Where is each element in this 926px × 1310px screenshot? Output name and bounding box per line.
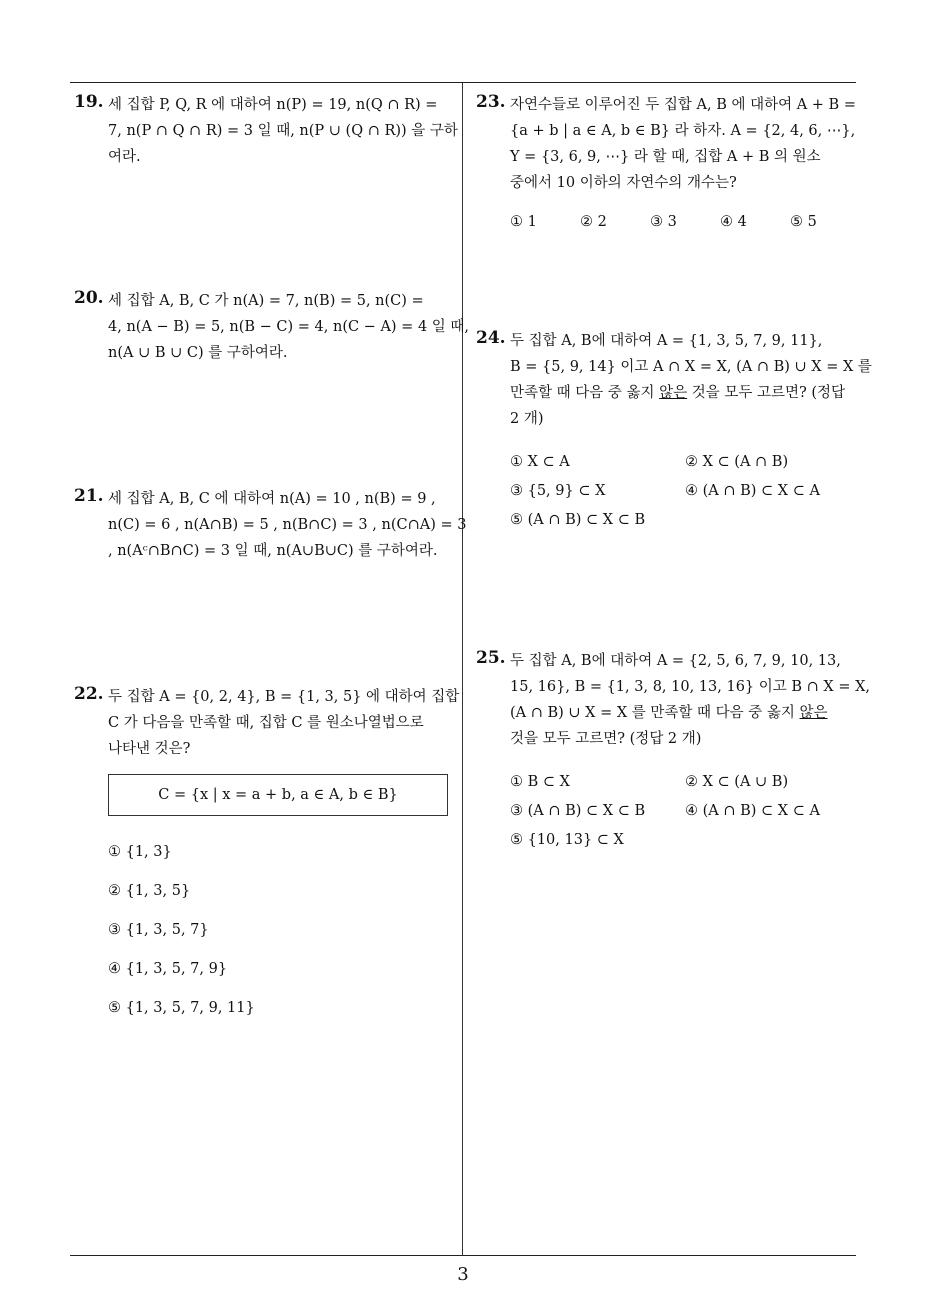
problem-number: 22. xyxy=(74,684,104,704)
text-line: 세 집합 P, Q, R 에 대하여 n(P) = 19, n(Q ∩ R) = xyxy=(108,97,438,113)
underlined-word: 않은 xyxy=(799,705,828,721)
choice-4[interactable]: ④ (A ∩ B) ⊂ X ⊂ A xyxy=(685,803,820,819)
choice-3[interactable]: ③ (A ∩ B) ⊂ X ⊂ B xyxy=(510,803,646,819)
top-rule xyxy=(70,82,856,83)
problem-text xyxy=(108,92,458,170)
condition-box: C = {x | x = a + b, a ∈ A, b ∈ B} xyxy=(108,774,448,816)
text-line: 두 집합 A, B에 대하여 A = {1, 3, 5, 7, 9, 11}, xyxy=(510,333,823,349)
text-line: 두 집합 A = {0, 2, 4}, B = {1, 3, 5} 에 대하여 집합 xyxy=(108,689,460,705)
choice-4[interactable]: ④ 4 xyxy=(720,214,747,230)
choice-1[interactable]: ① {1, 3} xyxy=(108,844,172,860)
text-line: 자연수들로 이루어진 두 집합 A, B 에 대하여 A + B = xyxy=(510,97,856,113)
text-line: 것을 모두 고르면? (정답 2 개) xyxy=(510,731,702,747)
text-line xyxy=(510,380,860,406)
choice-1[interactable]: ① 1 xyxy=(510,214,537,230)
problem-19 xyxy=(74,92,458,170)
text-line: n(A ∪ B ∪ C) 를 구하여라. xyxy=(108,345,288,361)
problem-number: 19. xyxy=(74,92,104,112)
choice-2[interactable]: ② {1, 3, 5} xyxy=(108,883,191,899)
answer-choices xyxy=(108,844,454,1039)
choice-4[interactable]: ④ (A ∩ B) ⊂ X ⊂ A xyxy=(685,483,820,499)
choice-1[interactable]: ① X ⊂ A xyxy=(510,454,570,470)
text-line: C 가 다음을 만족할 때, 집합 C 를 원소나열법으로 xyxy=(108,715,424,731)
text-line: 나타낸 것은? xyxy=(108,741,191,757)
text-line: 2 개) xyxy=(510,411,544,427)
problem-text xyxy=(510,648,871,752)
choice-5[interactable]: ⑤ 5 xyxy=(790,214,817,230)
text-line: Y = {3, 6, 9, ⋯} 라 할 때, 집합 A + B 의 원소 xyxy=(510,149,821,165)
problem-number: 25. xyxy=(476,648,506,668)
problem-text xyxy=(108,288,470,366)
choice-4[interactable]: ④ {1, 3, 5, 7, 9} xyxy=(108,961,228,977)
text-fragment: (A ∩ B) ∪ X = X 를 만족할 때 다음 중 옳지 xyxy=(510,705,800,721)
answer-choices xyxy=(510,774,860,848)
problem-text xyxy=(510,92,860,196)
choice-3[interactable]: ③ {5, 9} ⊂ X xyxy=(510,483,606,499)
problem-number: 20. xyxy=(74,288,104,308)
choice-1[interactable]: ① B ⊂ X xyxy=(510,774,570,790)
text-line: 두 집합 A, B에 대하여 A = {2, 5, 6, 7, 9, 10, 13, xyxy=(510,653,841,669)
problem-text xyxy=(108,486,467,564)
answer-choices xyxy=(510,214,860,230)
column-divider xyxy=(462,83,463,1255)
text-line xyxy=(510,700,860,726)
text-fragment: 만족할 때 다음 중 옳지 xyxy=(510,385,660,401)
choice-5[interactable]: ⑤ (A ∩ B) ⊂ X ⊂ B xyxy=(510,512,646,528)
answer-choices xyxy=(510,454,860,528)
problem-22 xyxy=(74,684,460,1039)
problem-25 xyxy=(476,648,871,848)
problem-number: 24. xyxy=(476,328,506,348)
text-line: 세 집합 A, B, C 가 n(A) = 7, n(B) = 5, n(C) = xyxy=(108,293,424,309)
page-number: 3 xyxy=(457,1264,469,1285)
choice-5[interactable]: ⑤ {1, 3, 5, 7, 9, 11} xyxy=(108,1000,255,1016)
choice-2[interactable]: ② X ⊂ (A ∪ B) xyxy=(685,774,789,790)
text-line: n(C) = 6 , n(A∩B) = 5 , n(B∩C) = 3 , n(C∩A) = 3 xyxy=(108,517,467,533)
text-line: {a + b | a ∈ A, b ∈ B} 라 하자. A = {2, 4, 6, ⋯}, xyxy=(510,123,856,139)
choice-3[interactable]: ③ {1, 3, 5, 7} xyxy=(108,922,209,938)
problem-23 xyxy=(476,92,860,230)
problem-text xyxy=(108,684,460,762)
bottom-rule xyxy=(70,1255,856,1256)
problem-24 xyxy=(476,328,872,528)
choice-3[interactable]: ③ 3 xyxy=(650,214,677,230)
problem-number: 21. xyxy=(74,486,104,506)
text-line: 여라. xyxy=(108,149,141,165)
problem-text xyxy=(510,328,872,432)
choice-5[interactable]: ⑤ {10, 13} ⊂ X xyxy=(510,832,624,848)
text-line: 세 집합 A, B, C 에 대하여 n(A) = 10 , n(B) = 9 , xyxy=(108,491,436,507)
problem-number: 23. xyxy=(476,92,506,112)
underlined-word: 않은 xyxy=(659,385,688,401)
text-fragment: 것을 모두 고르면? (정답 xyxy=(687,385,846,401)
text-line: 7, n(P ∩ Q ∩ R) = 3 일 때, n(P ∪ (Q ∩ R)) 을 구하 xyxy=(108,123,458,139)
text-line: , n(Aᶜ∩B∩C) = 3 일 때, n(A∪B∪C) 를 구하여라. xyxy=(108,543,438,559)
text-line: 15, 16}, B = {1, 3, 8, 10, 13, 16} 이고 B ∩ X = X, xyxy=(510,679,871,695)
problem-21 xyxy=(74,486,467,564)
choice-2[interactable]: ② 2 xyxy=(580,214,607,230)
text-line: 4, n(A − B) = 5, n(B − C) = 4, n(C − A) = 4 일 때, xyxy=(108,319,470,335)
text-line: 중에서 10 이하의 자연수의 개수는? xyxy=(510,175,737,191)
choice-2[interactable]: ② X ⊂ (A ∩ B) xyxy=(685,454,789,470)
text-line: B = {5, 9, 14} 이고 A ∩ X = X, (A ∩ B) ∪ X = X 를 xyxy=(510,359,872,375)
problem-20 xyxy=(74,288,470,366)
